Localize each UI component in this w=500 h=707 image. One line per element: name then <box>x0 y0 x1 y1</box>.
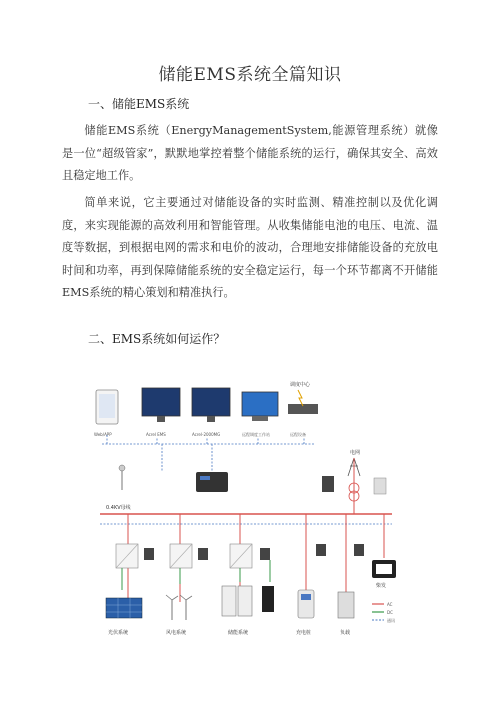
grid-meter-1 <box>322 476 334 492</box>
charging-pile-icon <box>298 590 314 618</box>
legend <box>372 602 395 623</box>
section2-heading: 二、EMS系统如何运作？ <box>88 332 226 346</box>
top-label-4: 远程设备 <box>290 432 306 437</box>
page-title: 储能EMS系统全篇知识 <box>158 65 342 85</box>
top-label-3: 远程调度工作站 <box>242 432 270 437</box>
top-device-monitor-1 <box>142 388 180 422</box>
label-diesel: 柴发 <box>376 583 387 589</box>
section1-paragraph-1: 储能EMS系统（EnergyManagementSystem,能源管理系统）就像是一位“超级管家”，默默地掌控着整个储能系统的运行，确保其安全、高效且稳定地工作。 <box>62 124 438 182</box>
top-label-0: Web/APP <box>94 432 112 437</box>
top-device-workstation <box>242 392 278 421</box>
battery-racks-icon <box>222 586 274 616</box>
label-storage: 储能系统 <box>228 630 249 636</box>
label-wind: 风电系统 <box>166 630 187 636</box>
wind-converter <box>170 544 192 568</box>
top-device-monitor-2 <box>192 388 230 422</box>
ems-architecture-diagram <box>92 372 410 650</box>
load-cabinet-icon <box>338 592 354 618</box>
grid-meter-2 <box>374 478 386 494</box>
legend-dc-label: DC <box>387 610 393 615</box>
top-device-labels <box>94 431 306 437</box>
bus-label: 0.4KV母线 <box>106 505 131 511</box>
meter-2 <box>198 548 208 560</box>
dispatch-label: 调度中心 <box>290 382 311 388</box>
diesel-generator-icon <box>372 560 396 578</box>
meter-3 <box>260 548 270 560</box>
storage-pcs <box>230 544 252 568</box>
top-device-router <box>288 381 318 414</box>
wind-turbines-icon <box>166 595 192 620</box>
ems-gateway <box>196 472 228 492</box>
top-device-phone <box>96 390 118 424</box>
ac-feeders <box>128 514 387 602</box>
section1-paragraph-2: 简单来说，它主要通过对储能设备的实时监测、精准控制以及优化调度，来实现能源的高效利用和智能管理。从收集储能电池的电压、电流、温度等数据，到根据电网的需求和电价的波动，合理地安排储能设备的充放电时间和功率，再到保障储能系统的安全稳定运行，每一个环节都离不开储能EMS系统的精心策划和精准执行。 <box>62 196 438 299</box>
weather-station-icon <box>119 465 125 490</box>
meter-1 <box>144 548 154 560</box>
label-load: 负载 <box>340 630 351 636</box>
grid-label: 电网 <box>350 450 361 456</box>
pv-inverter <box>116 544 138 568</box>
pv-panels-icon <box>106 598 142 618</box>
meter-5 <box>354 544 364 556</box>
legend-comm-label: 通讯 <box>387 618 395 623</box>
meter-4 <box>316 544 326 556</box>
legend-ac-label: AC <box>387 602 393 607</box>
label-pv: 光伏系统 <box>108 630 129 636</box>
label-charger: 充电桩 <box>296 630 312 636</box>
top-label-1: Acrel EMS <box>146 432 166 437</box>
section1-heading: 一、储能EMS系统 <box>88 97 190 111</box>
top-label-2: Acrel-2000MG <box>192 432 221 437</box>
